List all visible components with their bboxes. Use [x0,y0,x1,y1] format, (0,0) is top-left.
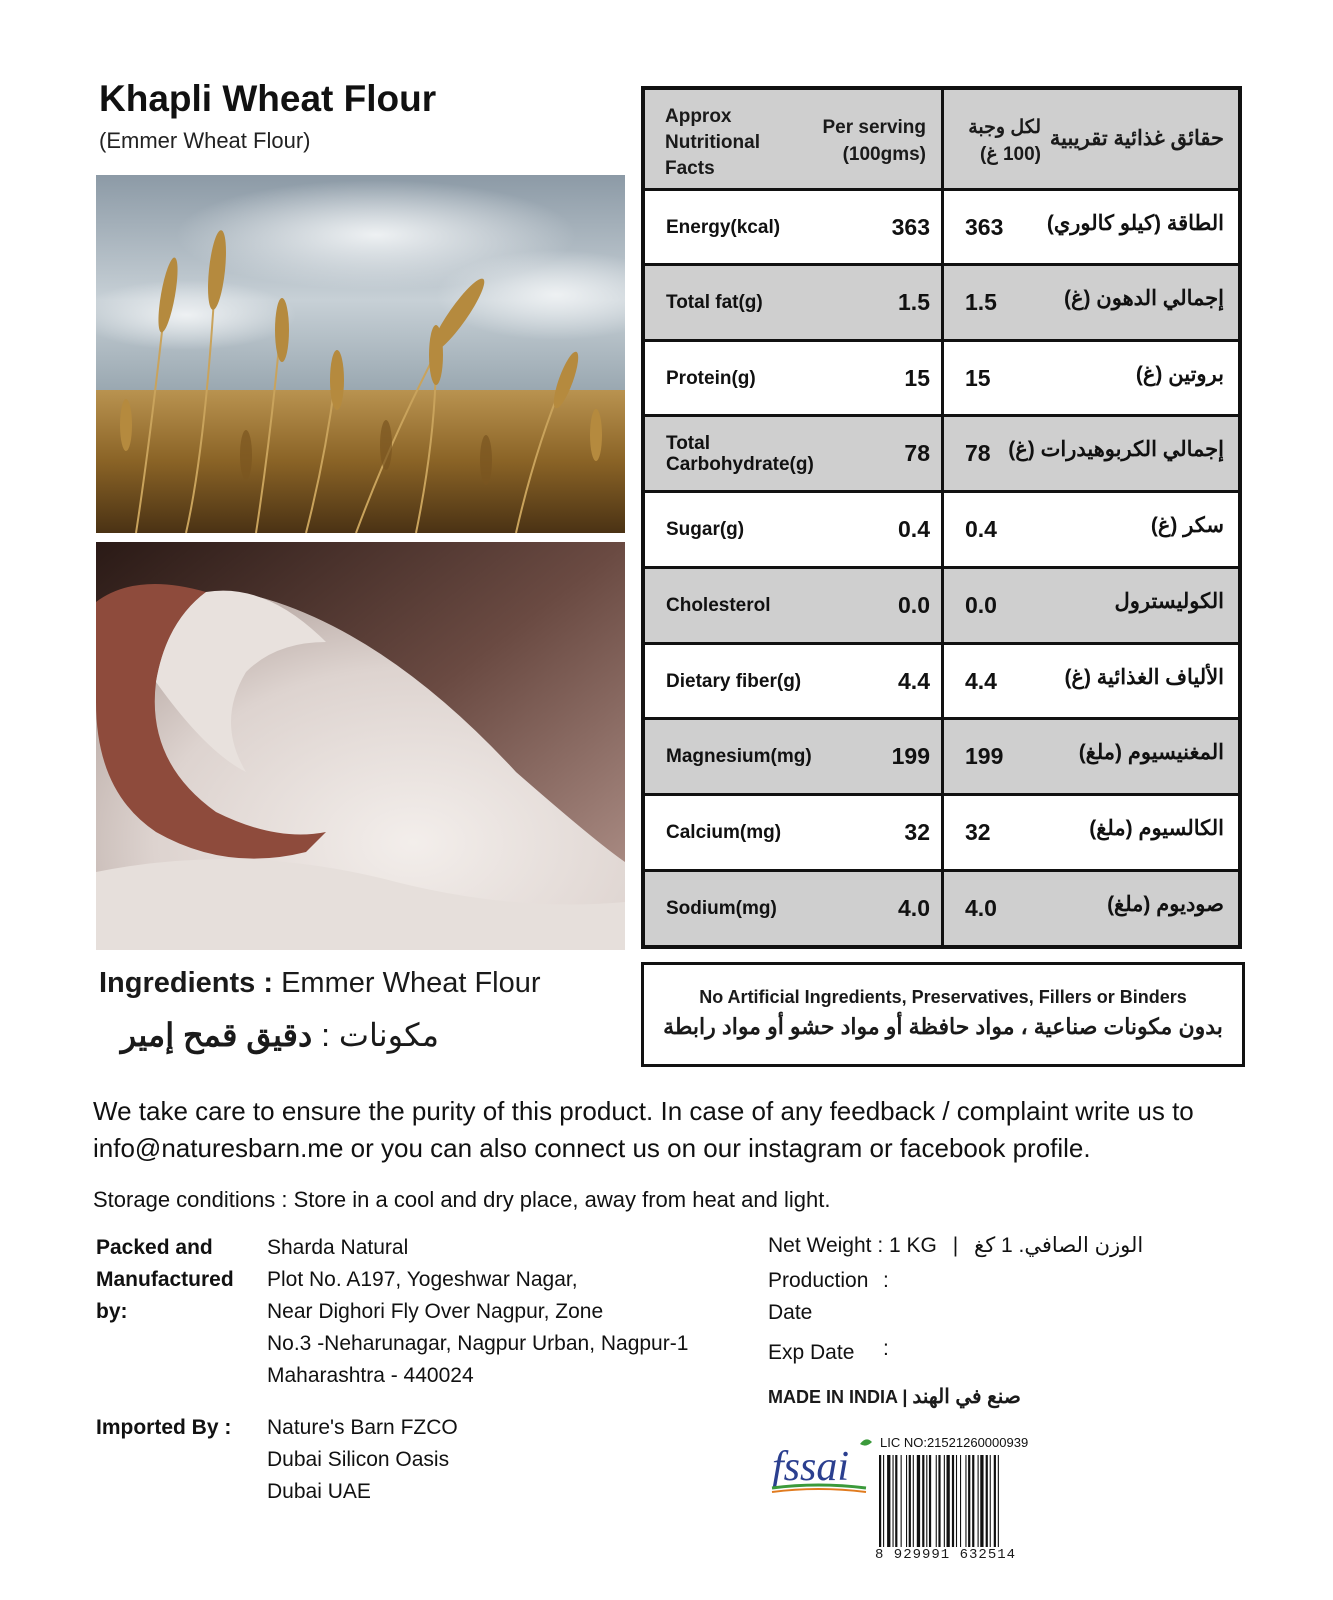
nutrient-value-ar: 1.5 [965,289,997,315]
nutrient-value-ar: 78 [965,440,991,466]
storage-conditions: Storage conditions : Store in a cool and dry place, away from heat and light. [93,1187,831,1212]
nutrient-value-ar: 0.4 [965,516,997,542]
no-artificial-box [641,962,1245,1067]
header-per-serving: Per serving (100gms) [822,117,926,165]
nutrient-value: 4.4 [898,667,930,694]
fssai-logo [768,1438,880,1496]
nutrient-name: Magnesium(mg) [666,746,812,767]
exp-date-colon: : [883,1337,889,1360]
nutrient-name-ar: سكر (غ) [1150,514,1224,537]
svg-text:fssai: fssai [772,1444,850,1490]
flour-scoop-image [96,542,625,950]
nutrient-value: 199 [891,743,930,769]
ingredients-ar [99,1016,439,1054]
barcode-bar [960,1455,961,1547]
care-text: We take care to ensure the purity of this product. In case of any feedback / complaint write us to info@naturesbarn.me or you can also connect us on our instagram or facebook profile. [93,1096,1194,1163]
barcode-bar [938,1455,940,1547]
barcode-bar [978,1455,979,1547]
column-divider [941,90,944,945]
nutrient-name: Total Carbohydrate(g) [666,433,814,475]
barcode-bar [901,1455,902,1547]
wheat-field-image [96,175,625,533]
nutrient-name-ar: إجمالي الدهون (غ) [1063,287,1224,310]
packed-by-label: Packed and Manufactured by: [96,1236,234,1323]
fssai-license: LIC NO:21521260000939 [880,1435,1029,1450]
nutrient-value-ar: 199 [965,743,1004,769]
nutrient-name: Dietary fiber(g) [666,670,802,692]
barcode-bar [980,1455,983,1547]
nutrient-name-ar: بروتين (غ) [1135,362,1224,386]
barcode-bar [952,1455,954,1547]
nutrient-value: 1.5 [898,289,930,315]
barcode-bar [990,1455,991,1547]
nutrient-name-ar: إجمالي الكربوهيدرات (غ) [1008,438,1224,461]
nutrient-name: Energy(kcal) [666,216,781,238]
barcode-bar [887,1455,890,1547]
imported-by-label: Imported By : [96,1416,232,1439]
nutrient-value-ar: 15 [965,364,991,391]
barcode-bar [917,1455,920,1547]
barcode-bar [906,1455,907,1547]
barcode-bar [965,1455,966,1547]
barcode-bar [968,1455,970,1547]
nutrient-name: Calcium(mg) [666,822,782,843]
barcode-bar [926,1455,927,1547]
barcode-bar [956,1455,957,1547]
nutrient-name: Sodium(mg) [666,898,777,919]
nutrient-name: Cholesterol [666,595,771,616]
header-nutritional-facts: Approx Nutritional Facts [665,106,760,179]
nutrient-name-ar: الكالسيوم (ملغ) [1089,817,1224,840]
nutrient-value: 4.0 [898,895,930,921]
product-title: Khapli Wheat Flour [99,78,437,119]
barcode-bar [883,1455,884,1547]
barcode [875,1455,1045,1565]
nutrient-name-ar: الكوليسترول [1114,590,1224,613]
nutrient-value-ar: 4.4 [965,667,997,694]
nutrient-name-ar: المغنيسيوم (ملغ) [1078,741,1224,764]
nutrient-value-ar: 0.0 [965,592,997,618]
imported-by-address: Nature's Barn FZCO Dubai Silicon Oasis Dubai UAE [267,1416,458,1503]
made-in-india: MADE IN INDIA | صنع في الهند [768,1386,1021,1408]
nutrient-name: Total fat(g) [666,292,763,313]
no-artificial-en: No Artificial Ingredients, Preservatives, Fillers or Binders [699,987,1187,1007]
production-date-colon: : [883,1269,889,1292]
barcode-bar [913,1455,914,1547]
barcode-bar [895,1455,897,1547]
nutrient-value: 363 [891,213,930,240]
barcode-bar [972,1455,974,1547]
barcode-bar [986,1455,988,1547]
nutrient-name-ar: صوديوم (ملغ) [1107,893,1224,916]
no-artificial-ar: بدون مكونات صناعية ، مواد حافظة أو مواد حشو أو مواد رابطة [663,1014,1223,1039]
nutrient-name: Sugar(g) [666,519,745,540]
nutrient-value: 32 [904,819,930,845]
header-per-serving-ar: لكل وجبة (100 غ) [968,117,1041,165]
barcode-bar [879,1455,881,1547]
ingredients-value: Emmer Wheat Flour [281,967,541,999]
header-nutritional-facts-ar: حقائق غذائية تقريبية [1049,127,1224,150]
barcode-bar [994,1455,996,1547]
ingredients-label: Ingredients : [99,967,274,999]
barcode-bar [909,1455,911,1547]
net-weight: Net Weight : 1 KG | الوزن الصافي. 1 كغ [768,1234,1144,1257]
exp-date: Exp Date [768,1341,855,1364]
barcode-bar [929,1455,931,1547]
ingredients [99,967,541,1000]
ingredients-value-ar: دقيق قمح إمير [120,1017,313,1053]
nutrient-name-ar: الطاقة (كيلو كالوري) [1046,211,1224,235]
barcode-bar [944,1455,945,1547]
nutrient-name-ar: الألياف الغذائية (غ) [1064,665,1224,689]
barcode-bar [936,1455,937,1547]
barcode-bar [893,1455,894,1547]
barcode-number: 8 929991 632514 [875,1547,1017,1563]
nutrient-name: Protein(g) [666,367,756,389]
nutrient-value-ar: 363 [965,213,1004,240]
nutrient-value: 0.0 [898,592,930,618]
product-subtitle: (Emmer Wheat Flour) [99,128,311,153]
nutrient-value: 0.4 [898,516,930,542]
barcode-bar [998,1455,999,1547]
nutrient-value: 15 [904,364,930,391]
ingredients-label-ar: مكونات : [321,1017,439,1053]
nutrient-value: 78 [904,440,930,466]
barcode-bar [922,1455,924,1547]
nutrition-table [641,86,1242,949]
barcode-bar [947,1455,950,1547]
production-date: Production Date [768,1269,869,1324]
packed-by-address: Sharda Natural Plot No. A197, Yogeshwar Nagar, Near Dighori Fly Over Nagpur, Zone No.3 -Neharunagar, Nagpur Urban, Nagpur-1 Maharashtra - 440024 [267,1236,689,1387]
nutrient-value-ar: 32 [965,819,991,845]
nutrient-value-ar: 4.0 [965,895,997,921]
